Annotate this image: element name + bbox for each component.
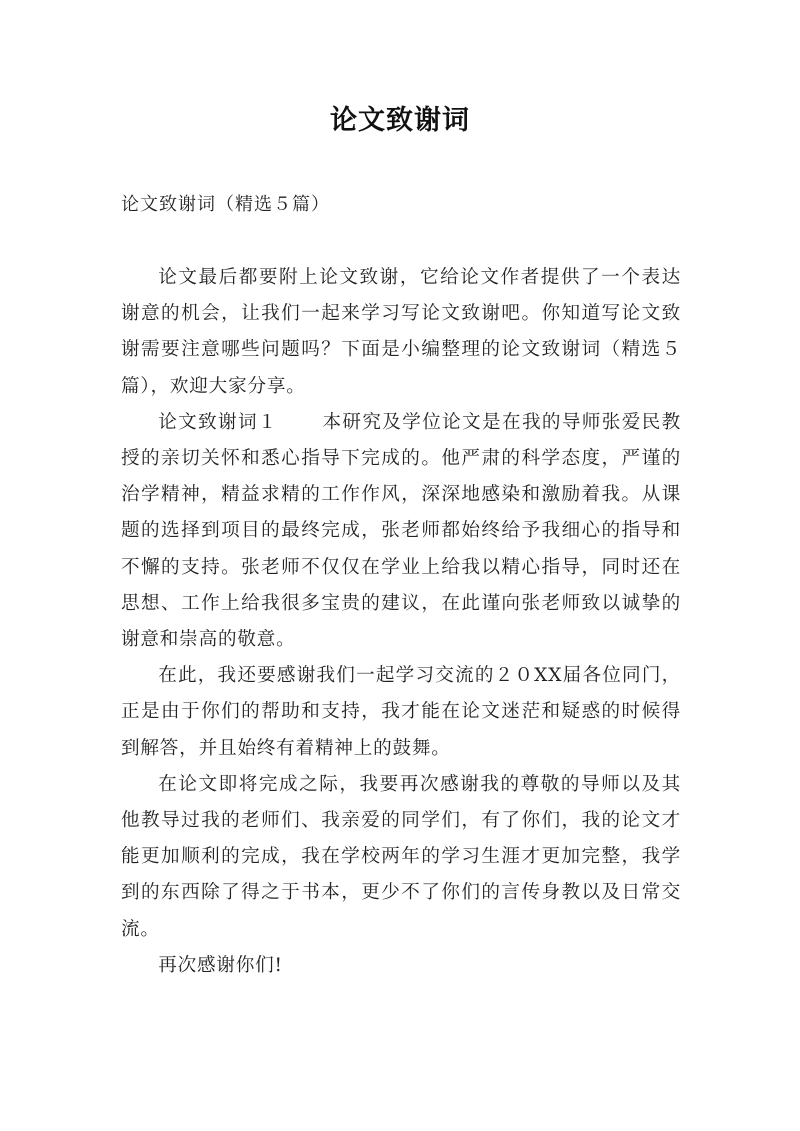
intro-paragraph: 论文最后都要附上论文致谢，它给论文作者提供了一个表达谢意的机会，让我们一起来学习写论文致谢吧。你知道写论文致谢需要注意哪些问题吗？下面是小编整理的论文致谢词（精选５篇），欢迎大家分享。 (121, 267, 681, 397)
section-1-heading: 论文致谢词１ (158, 411, 278, 433)
section-1-text: 本研究及学位论文是在我的导师张爱民教授的亲切关怀和悉心指导下完成的。他严肃的科学态度，严谨的治学精神，精益求精的工作作风，深深地感染和激励着我。从课题的选择到项目的最终完成，张老师都始终给予我细心的指导和不懈的支持。张老师不仅仅在学业上给我以精心指导，同时还在思想、工作上给我很多宝贵的建议，在此谨向张老师致以诚挚的谢意和崇高的敬意。 (121, 411, 681, 651)
document-body (121, 260, 681, 984)
page-title: 论文致谢词 (330, 105, 470, 136)
teachers-paragraph: 在论文即将完成之际，我要再次感谢我的尊敬的导师以及其他教导过我的老师们、我亲爱的同学们，有了你们，我的论文才能更加顺利的完成，我在学校两年的学习生涯才更加完整，我学到的东西除了得之于书本，更少不了你们的言传身教以及日常交流。 (121, 773, 681, 940)
document-subtitle: 论文致谢词（精选５篇） (121, 194, 330, 215)
closing-line: 再次感谢你们! (158, 954, 283, 976)
classmates-paragraph: 在此，我还要感谢我们一起学习交流的２０XX届各位同门，正是由于你们的帮助和支持，我才能在论文迷茫和疑惑的时候得到解答，并且始终有着精神上的鼓舞。 (121, 665, 681, 759)
section-1-paragraph (121, 405, 681, 658)
